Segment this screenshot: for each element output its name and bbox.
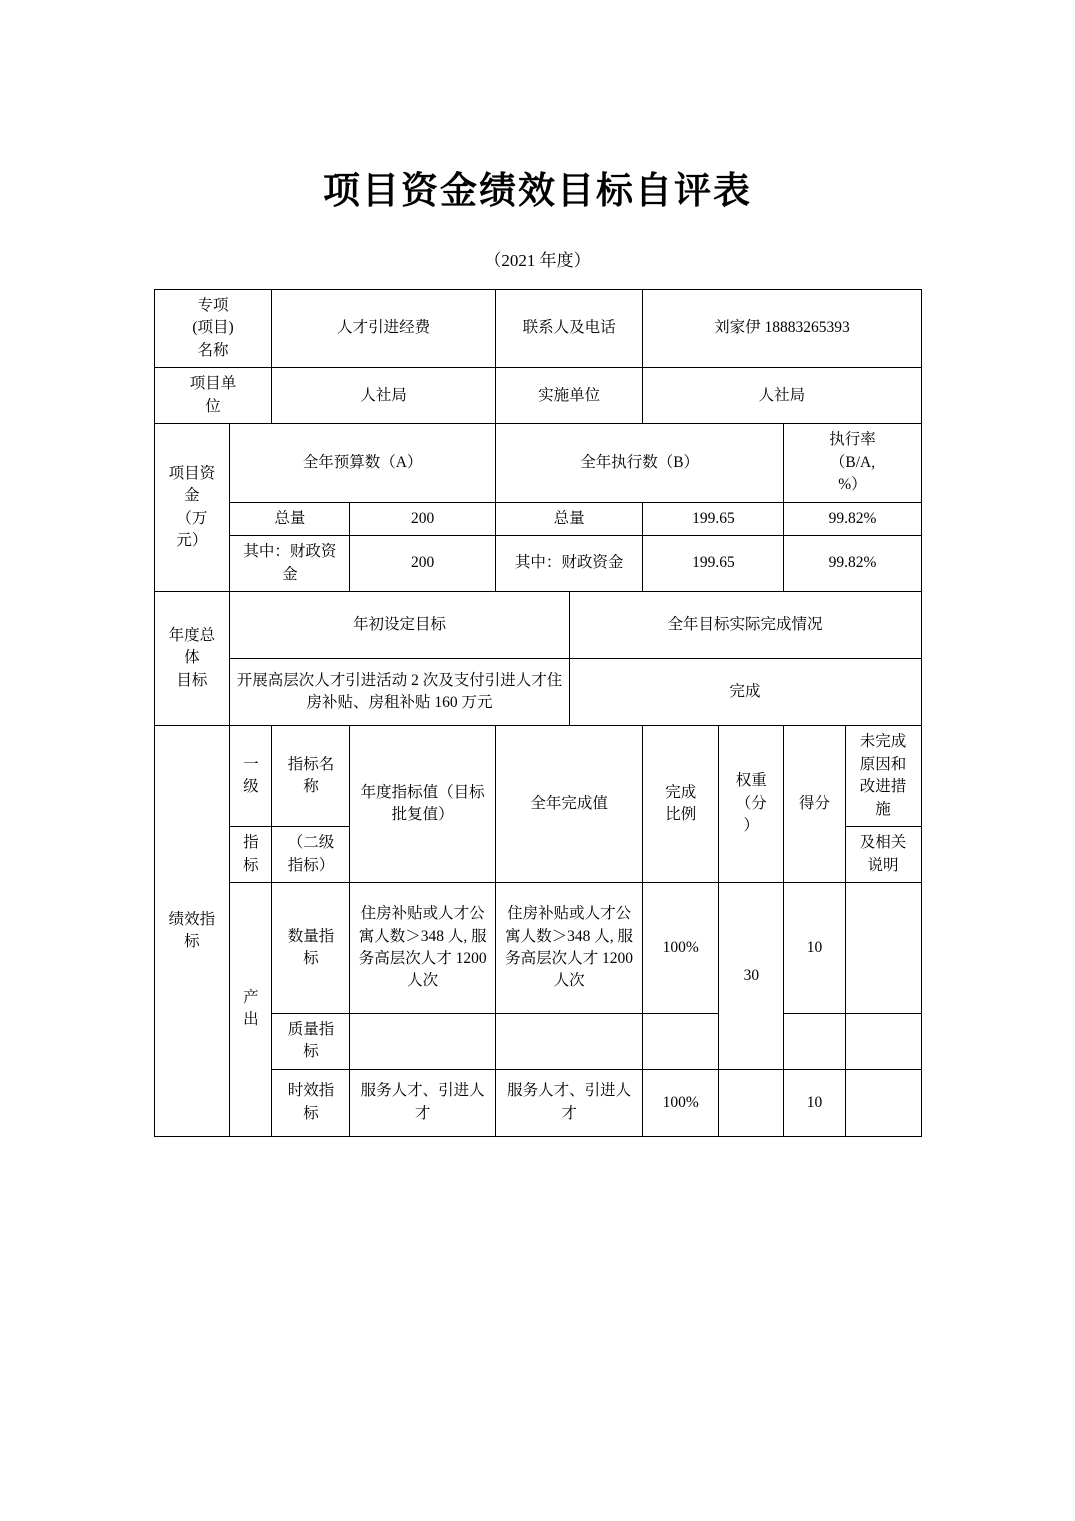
cell-quantity-ratio: 100% [643,882,719,1013]
cell-level1-header-top [230,726,272,827]
cell-contact-value: 刘家伊 18883265393 [643,290,921,368]
cell-timeliness-target: 服务人才、引进人才 [350,1069,495,1136]
cell-funds-label [154,424,230,592]
cell-quantity-indicator-name [272,882,350,1013]
page-title: 项目资金绩效目标自评表 [323,171,752,212]
cell-indicator-name-header-bottom [272,827,350,883]
cell-project-unit-value: 人社局 [272,368,495,424]
cell-ratio-header [643,726,719,883]
cell-timeliness-ratio: 100% [643,1069,719,1136]
cell-contact-label: 联系人及电话 [495,290,642,368]
performance-self-evaluation-table [154,289,922,1137]
annual-label-line1: 年度总 [168,626,216,644]
cell-annual-target-header: 年度指标值（目标批复值） [350,726,495,883]
cell-fiscal-label-a: 其中：财政资金 [230,536,350,592]
cell-indicator-label [154,726,230,1137]
cell-budget-header: 全年预算数（A） [230,424,495,502]
cell-impl-unit-label: 实施单位 [495,368,642,424]
output-label-line2: 出 [243,1011,259,1029]
cell-timeliness-score: 10 [784,1069,845,1136]
cell-output-label [230,882,272,1136]
rate-header-line2: （B/A, [829,453,876,471]
indicator-label-line2: 标 [184,933,200,951]
level1-line3: 指 [243,834,259,852]
cell-score-header: 得分 [784,726,845,883]
indicator-name-header-line4: 指标） [287,856,335,874]
cell-quality-actual [495,1013,642,1069]
table-row-funds-header [154,424,921,502]
table-row-annual-header [154,592,921,659]
cell-quality-score [784,1013,845,1069]
cell-project-name-value: 人才引进经费 [272,290,495,368]
weight-header-line1: 权重 [735,772,767,790]
output-label-line1: 产 [243,988,259,1006]
rate-header-line3: %） [838,476,867,494]
cell-quality-ratio [643,1013,719,1069]
quality-indicator-name-line1: 质量指 [287,1020,335,1038]
project-unit-label-line1: 项目单 [189,375,237,393]
project-name-label-line1: 专项 [197,297,229,314]
cell-execution-header: 全年执行数（B） [495,424,784,502]
cell-quantity-actual: 住房补贴或人才公寓人数＞348 人, 服务高层次人才 1200 人次 [495,882,642,1013]
cell-project-unit-label [154,368,272,424]
reason-header-line5: 及相关 [859,834,907,852]
cell-weight-value: 30 [719,882,784,1069]
ratio-header-line2: 比例 [665,806,697,824]
quality-indicator-name-line2: 标 [303,1043,319,1061]
funds-label-line2: 金 [184,487,200,505]
cell-quantity-target: 住房补贴或人才公寓人数＞348 人, 服务高层次人才 1200 人次 [350,882,495,1013]
reason-header-line4: 施 [875,800,891,818]
cell-rate-fiscal: 99.82% [784,536,921,592]
table-row-funds-fiscal [154,536,921,592]
cell-indicator-name-header-top [272,726,350,827]
table-row-indicator-quantity [154,882,921,1013]
annual-label-line2: 体 [184,649,200,667]
level1-line1: 一 [243,755,259,773]
project-name-label-line3: 名称 [197,341,229,359]
cell-total-value-a: 200 [350,502,495,535]
cell-weight-header [719,726,784,883]
reason-header-line3: 改进措 [859,778,907,796]
timeliness-indicator-name-line1: 时效指 [287,1082,335,1100]
cell-quantity-score: 10 [784,882,845,1013]
rate-header-line1: 执行率 [829,431,876,449]
cell-quality-reason [845,1013,921,1069]
ratio-header-line1: 完成 [665,783,697,801]
table-row-project-name [154,290,921,368]
cell-annual-actual-value-header: 全年完成值 [495,726,642,883]
annual-label-line3: 目标 [176,671,208,689]
indicator-name-header-line1: 指标名 [287,755,335,773]
reason-header-line2: 原因和 [859,755,907,773]
table-row-indicator-header-1 [154,726,921,827]
indicator-name-header-line2: 称 [303,778,319,796]
cell-annual-label [154,592,230,726]
cell-reason-header-top [845,726,921,827]
indicator-name-header-line3: （二级 [287,834,335,852]
level1-line2: 级 [243,778,259,796]
cell-impl-unit-value: 人社局 [643,368,921,424]
cell-annual-actual-value: 完成 [569,659,921,726]
cell-total-label-b: 总量 [495,502,642,535]
cell-rate-total: 99.82% [784,502,921,535]
cell-total-label-a: 总量 [230,502,350,535]
cell-rate-header [784,424,921,502]
project-unit-label-line2: 位 [205,397,221,415]
table-row-annual-values [154,659,921,726]
cell-timeliness-actual: 服务人才、引进人才 [495,1069,642,1136]
cell-timeliness-indicator-name [272,1069,350,1136]
table-row-project-unit [154,368,921,424]
reason-header-line6: 说明 [867,856,899,874]
quantity-indicator-name-line2: 标 [303,949,319,967]
cell-fiscal-label-b: 其中：财政资金 [495,536,642,592]
reason-header-line1: 未完成 [859,733,907,751]
weight-header-line3: ） [743,817,760,835]
funds-label-line1: 项目资 [168,464,216,482]
page-subtitle: （2021 年度） [484,251,591,270]
cell-annual-actual-header: 全年目标实际完成情况 [569,592,921,659]
cell-fiscal-value-b: 199.65 [643,536,784,592]
cell-annual-set-header: 年初设定目标 [230,592,569,659]
funds-label-line4: 元） [176,532,208,550]
cell-fiscal-value-a: 200 [350,536,495,592]
timeliness-indicator-name-line2: 标 [303,1104,319,1122]
cell-quantity-reason [845,882,921,1013]
funds-label-line3: （万 [176,509,208,527]
indicator-label-line1: 绩效指 [168,910,216,928]
table-row-funds-total [154,502,921,535]
cell-annual-set-value: 开展高层次人才引进活动 2 次及支付引进人才住房补贴、房租补贴 160 万元 [230,659,569,726]
cell-timeliness-reason [845,1069,921,1136]
cell-quality-indicator-name [272,1013,350,1069]
cell-level1-header-bottom [230,827,272,883]
cell-total-value-b: 199.65 [643,502,784,535]
quantity-indicator-name-line1: 数量指 [287,927,335,945]
level1-line4: 标 [243,856,259,874]
project-name-label-line2: (项目) [192,319,234,337]
cell-project-name-label [154,290,272,368]
cell-quality-target [350,1013,495,1069]
cell-timeliness-weight [719,1069,784,1136]
cell-reason-header-bottom [845,827,921,883]
weight-header-line2: （分 [735,794,767,812]
